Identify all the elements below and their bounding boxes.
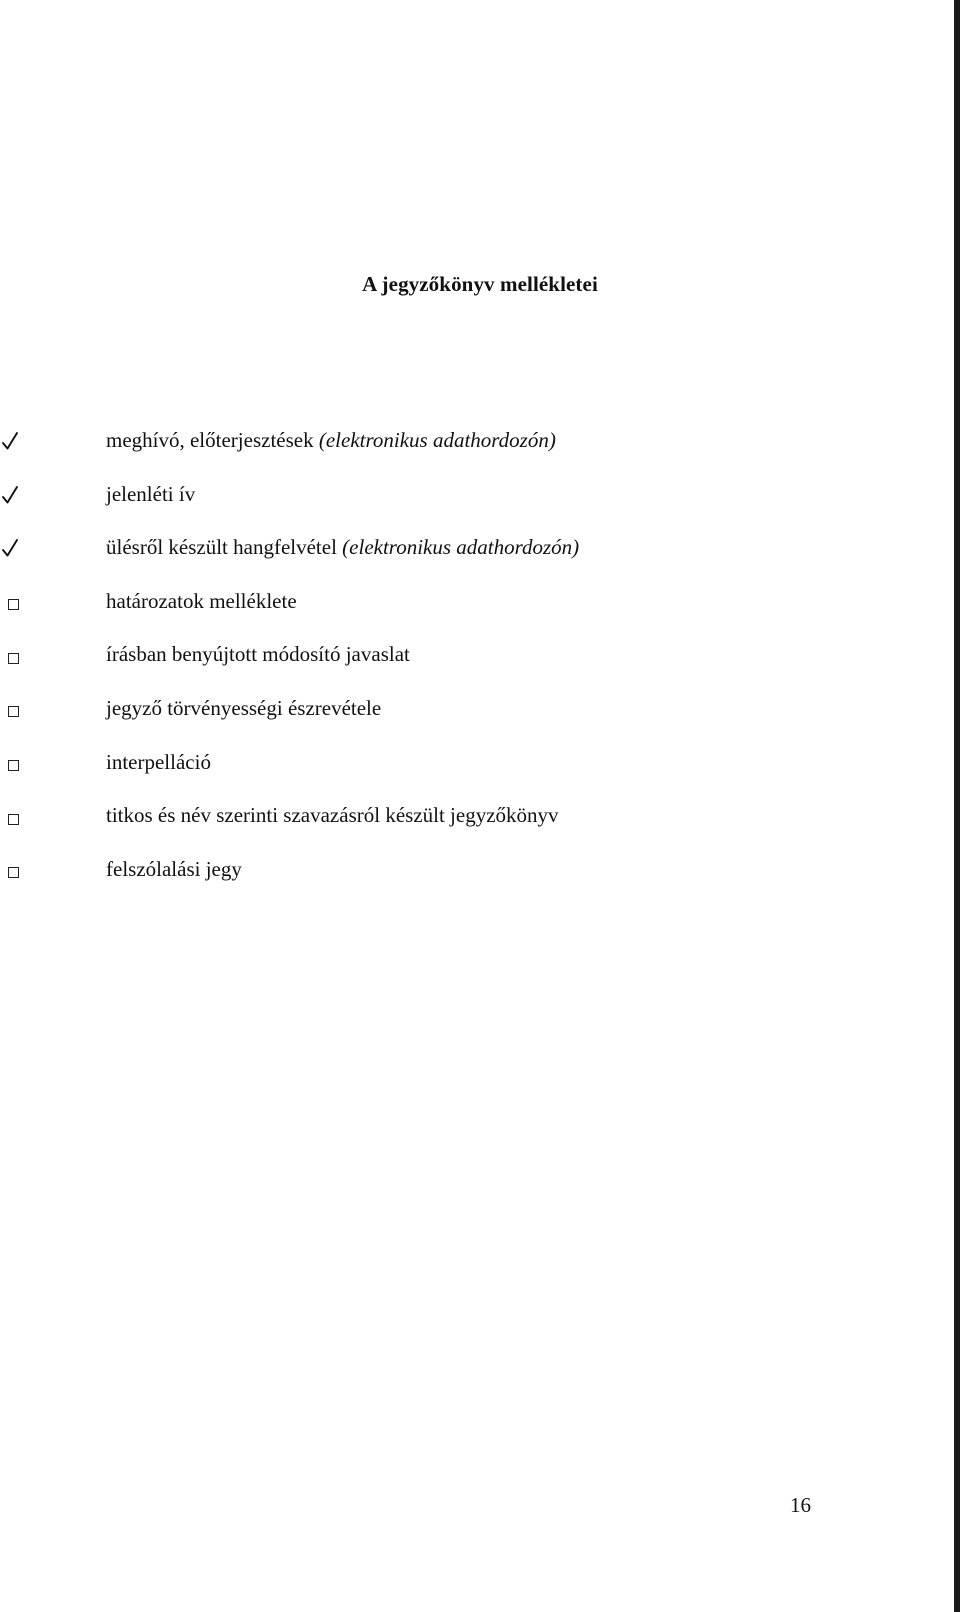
list-item-label	[106, 428, 556, 453]
list-item	[0, 482, 940, 536]
list-item-text: interpelláció	[106, 749, 211, 774]
empty-checkbox-icon	[0, 805, 20, 827]
list-item-text: jelenléti ív	[106, 481, 196, 506]
checkmark-icon	[0, 537, 20, 559]
page-number: 16	[790, 1493, 811, 1517]
empty-checkbox-icon	[0, 591, 20, 613]
empty-checkbox-icon	[0, 644, 20, 666]
list-item-text: határozatok melléklete	[106, 588, 297, 613]
list-item	[0, 803, 940, 857]
list-item-label	[106, 803, 559, 828]
list-item-label	[106, 857, 242, 882]
list-item	[0, 589, 940, 643]
list-item-label	[106, 696, 381, 721]
list-item-note: (elektronikus adathordozón)	[342, 535, 580, 560]
list-item-label	[106, 589, 297, 614]
list-item	[0, 750, 940, 804]
list-item-label	[106, 642, 410, 667]
page-title: A jegyzőkönyv mellékletei	[362, 272, 598, 296]
list-item-text: titkos és név szerinti szavazásról készült jegyzőkönyv	[106, 803, 559, 828]
empty-checkbox-icon	[0, 859, 20, 881]
list-item	[0, 535, 940, 589]
list-item-text: meghívó, előterjesztések	[106, 428, 314, 452]
list-item-text: jegyző törvényességi észrevétele	[106, 695, 382, 720]
list-item	[0, 696, 940, 750]
list-item-text: ülésről készült hangfelvétel	[106, 535, 337, 560]
list-item-note: (elektronikus adathordozón)	[318, 428, 556, 452]
list-item	[0, 428, 940, 482]
list-item-label	[106, 750, 211, 775]
checkmark-icon	[0, 430, 20, 452]
empty-checkbox-icon	[0, 698, 20, 720]
list-item	[0, 857, 940, 911]
list-item	[0, 642, 940, 696]
list-item-text: felszólalási jegy	[106, 856, 242, 881]
list-item-text: írásban benyújtott módosító javaslat	[106, 642, 410, 667]
scan-edge	[954, 0, 960, 1612]
empty-checkbox-icon	[0, 752, 20, 774]
checkmark-icon	[0, 484, 20, 506]
list-item-label	[106, 535, 579, 560]
list-item-label	[106, 482, 195, 507]
attachment-list	[0, 428, 940, 910]
